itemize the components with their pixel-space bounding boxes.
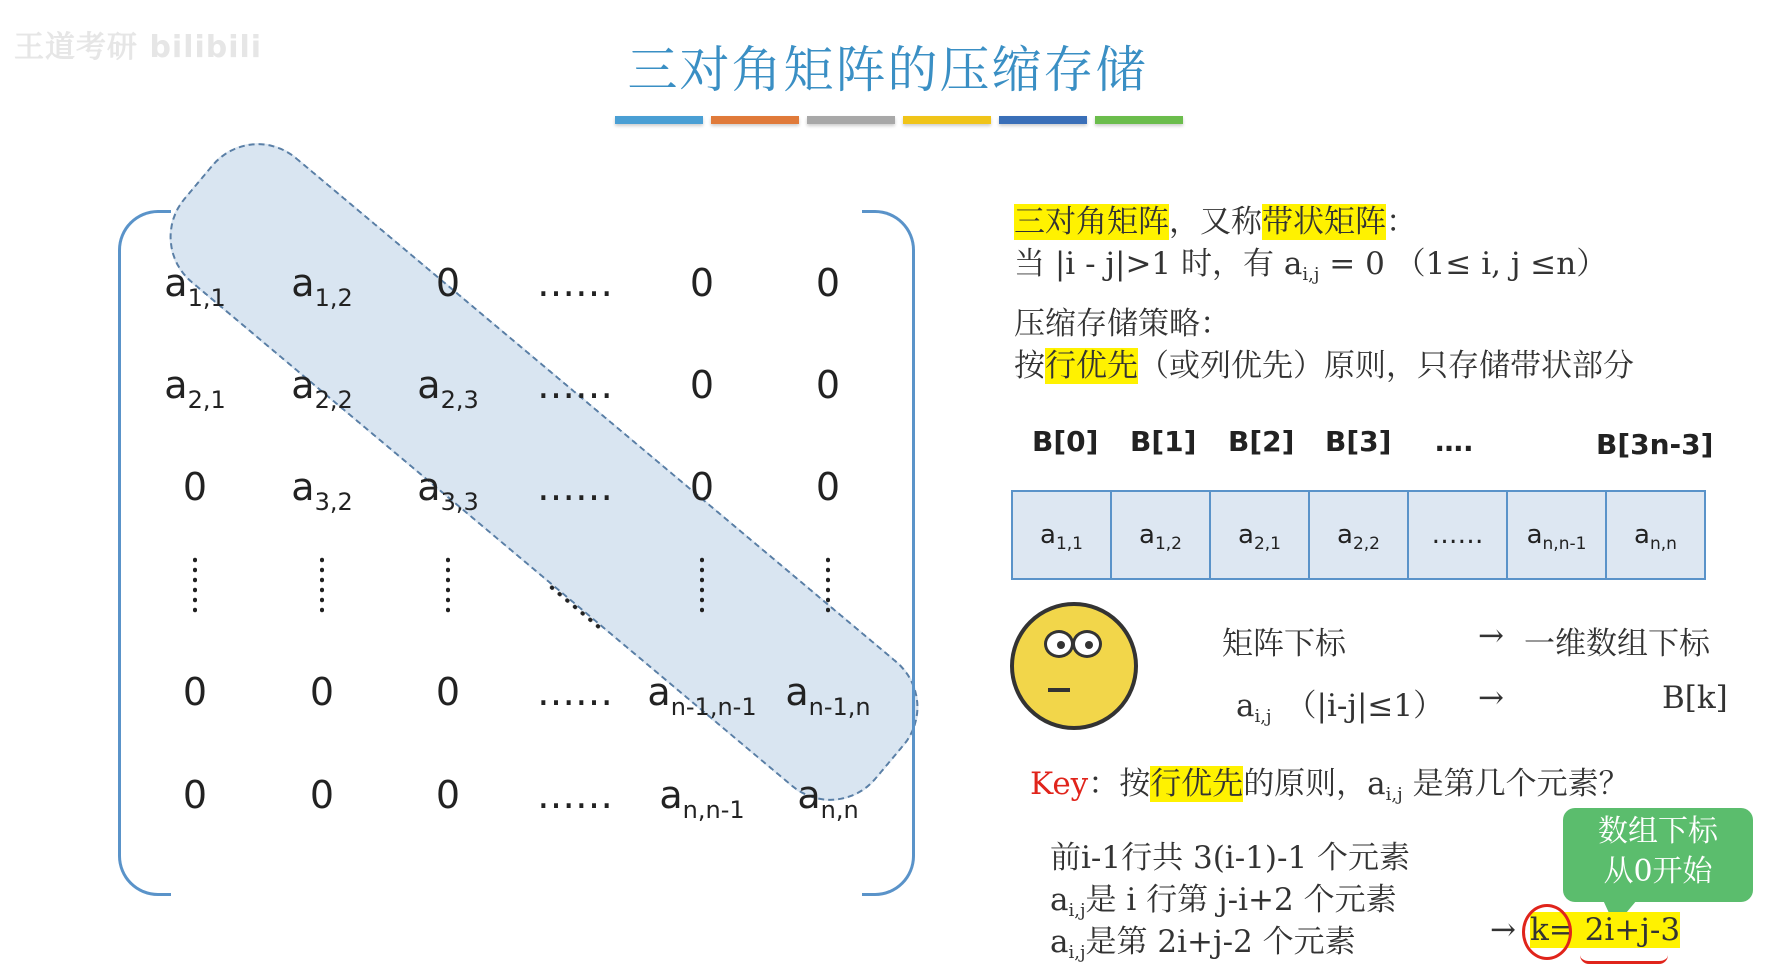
mapping-left-head: 矩阵下标: [1222, 626, 1346, 662]
mapping-arrow: →: [1478, 618, 1504, 654]
array-index-label: ….: [1435, 425, 1474, 458]
matrix-cell: 0: [435, 773, 461, 817]
k-circle-annotation: [1522, 904, 1572, 960]
array-cell: $a_{2,2}$: [1308, 490, 1409, 580]
matrix-cell: $a_{3,2}$: [291, 465, 353, 516]
term-tridiagonal: 三对角矩阵: [1014, 204, 1169, 240]
matrix-cell: ……: [537, 363, 613, 407]
matrix-cell: $a_{n-1,n-1}$: [647, 670, 757, 721]
key-question: Key：按行优先的原则，$a_{i,j}$ 是第几个元素？: [1030, 766, 1630, 805]
matrix-cell: 0: [815, 465, 841, 509]
matrix-cell: $a_{2,1}$: [164, 363, 226, 414]
matrix-cell: 0: [435, 261, 461, 305]
matrix-cell: $a_{2,3}$: [417, 363, 479, 414]
term-row-major: 行优先: [1045, 348, 1138, 384]
matrix-cell: 0: [309, 773, 335, 817]
matrix-cell: 0: [435, 670, 461, 714]
array-cell: $a_{1,1}$: [1011, 490, 1112, 580]
title-color-bar: [615, 116, 1183, 124]
array-cell: $a_{n,n-1}$: [1506, 490, 1607, 580]
matrix-cell: $a_{n-1,n}$: [785, 670, 871, 721]
matrix-cell: $a_{n,n}$: [797, 773, 859, 824]
compressed-array: [1013, 490, 1706, 580]
matrix-cell: $a_{1,1}$: [164, 261, 226, 312]
mapping-element: $a_{i,j}$ （|i-j|≤1）: [1236, 688, 1445, 727]
matrix-cell: 0: [689, 363, 715, 407]
title-bar-segment: [1095, 116, 1183, 124]
array-cell: $a_{1,2}$: [1110, 490, 1211, 580]
matrix-cell: 0: [815, 363, 841, 407]
matrix-cell: 0: [182, 670, 208, 714]
vertical-ellipsis: [826, 555, 830, 615]
page-title: 三对角矩阵的压缩存储: [627, 41, 1148, 99]
vertical-ellipsis: [700, 555, 704, 615]
mapping-target: B[k]: [1662, 680, 1728, 716]
title-bar-segment: [807, 116, 895, 124]
array-cell: $a_{2,1}$: [1209, 490, 1310, 580]
key-label: Key: [1030, 766, 1089, 802]
matrix-cell: 0: [182, 465, 208, 509]
array-cell: ……: [1407, 490, 1508, 580]
matrix-cell: ……: [537, 670, 613, 714]
matrix-cell: 0: [689, 465, 715, 509]
matrix-cell: $a_{2,2}$: [291, 363, 353, 414]
matrix-cell: ……: [537, 773, 613, 817]
thinking-face-icon: [1010, 602, 1138, 730]
strategy-line: 按行优先（或列优先）原则，只存储带状部分: [1014, 348, 1634, 384]
index-note-bubble: 数组下标 从0开始: [1563, 808, 1753, 902]
matrix-cell: 0: [182, 773, 208, 817]
matrix-cell: 0: [309, 670, 335, 714]
array-index-label: B[1]: [1130, 425, 1197, 458]
mapping-right-head: 一维数组下标: [1524, 626, 1710, 662]
array-index-label: B[3]: [1325, 425, 1392, 458]
array-index-label: B[2]: [1228, 425, 1295, 458]
zero-condition: 当 |i - j|>1 时，有 $a_{i,j} = 0$ （1≤ i, j ≤n）: [1014, 246, 1608, 285]
matrix-cell: 0: [815, 261, 841, 305]
matrix-cell: ……: [537, 261, 613, 305]
matrix-cell: $a_{1,2}$: [291, 261, 353, 312]
mapping-arrow-2: →: [1478, 680, 1504, 716]
vertical-ellipsis: [320, 555, 324, 615]
matrix-cell: $a_{3,3}$: [417, 465, 479, 516]
title-bar-segment: [903, 116, 991, 124]
derivation-line-2: $a_{i,j}$是 i 行第 j-i+2 个元素: [1050, 882, 1397, 921]
array-index-label: B[3n-3]: [1596, 428, 1714, 461]
strategy-heading: 压缩存储策略：: [1014, 306, 1231, 342]
title-bar-segment: [615, 116, 703, 124]
title-bar-segment: [999, 116, 1087, 124]
matrix-cell: ……: [537, 465, 613, 509]
term-band-matrix: 带状矩阵: [1262, 204, 1386, 240]
array-index-label: B[0]: [1032, 425, 1099, 458]
matrix-cell: 0: [689, 261, 715, 305]
vertical-ellipsis: [193, 555, 197, 615]
definition-line: 三对角矩阵，又称带状矩阵：: [1014, 204, 1417, 240]
result-arrow: →: [1490, 912, 1516, 948]
matrix-cell: $a_{n,n-1}$: [659, 773, 745, 824]
title-bar-segment: [711, 116, 799, 124]
vertical-ellipsis: [446, 555, 450, 615]
derivation-line-3: $a_{i,j}$是第 2i+j-2 个元素: [1050, 924, 1356, 963]
derivation-line-1: 前i-1行共 3(i-1)-1 个元素: [1050, 840, 1411, 876]
term-row-major-2: 行优先: [1150, 766, 1244, 802]
array-cell: $a_{n,n}$: [1605, 490, 1706, 580]
formula-underline-annotation: [1580, 955, 1668, 964]
result-formula: k= 2i+j-3: [1530, 912, 1681, 948]
watermark: 王道考研 bilibili: [14, 30, 263, 65]
